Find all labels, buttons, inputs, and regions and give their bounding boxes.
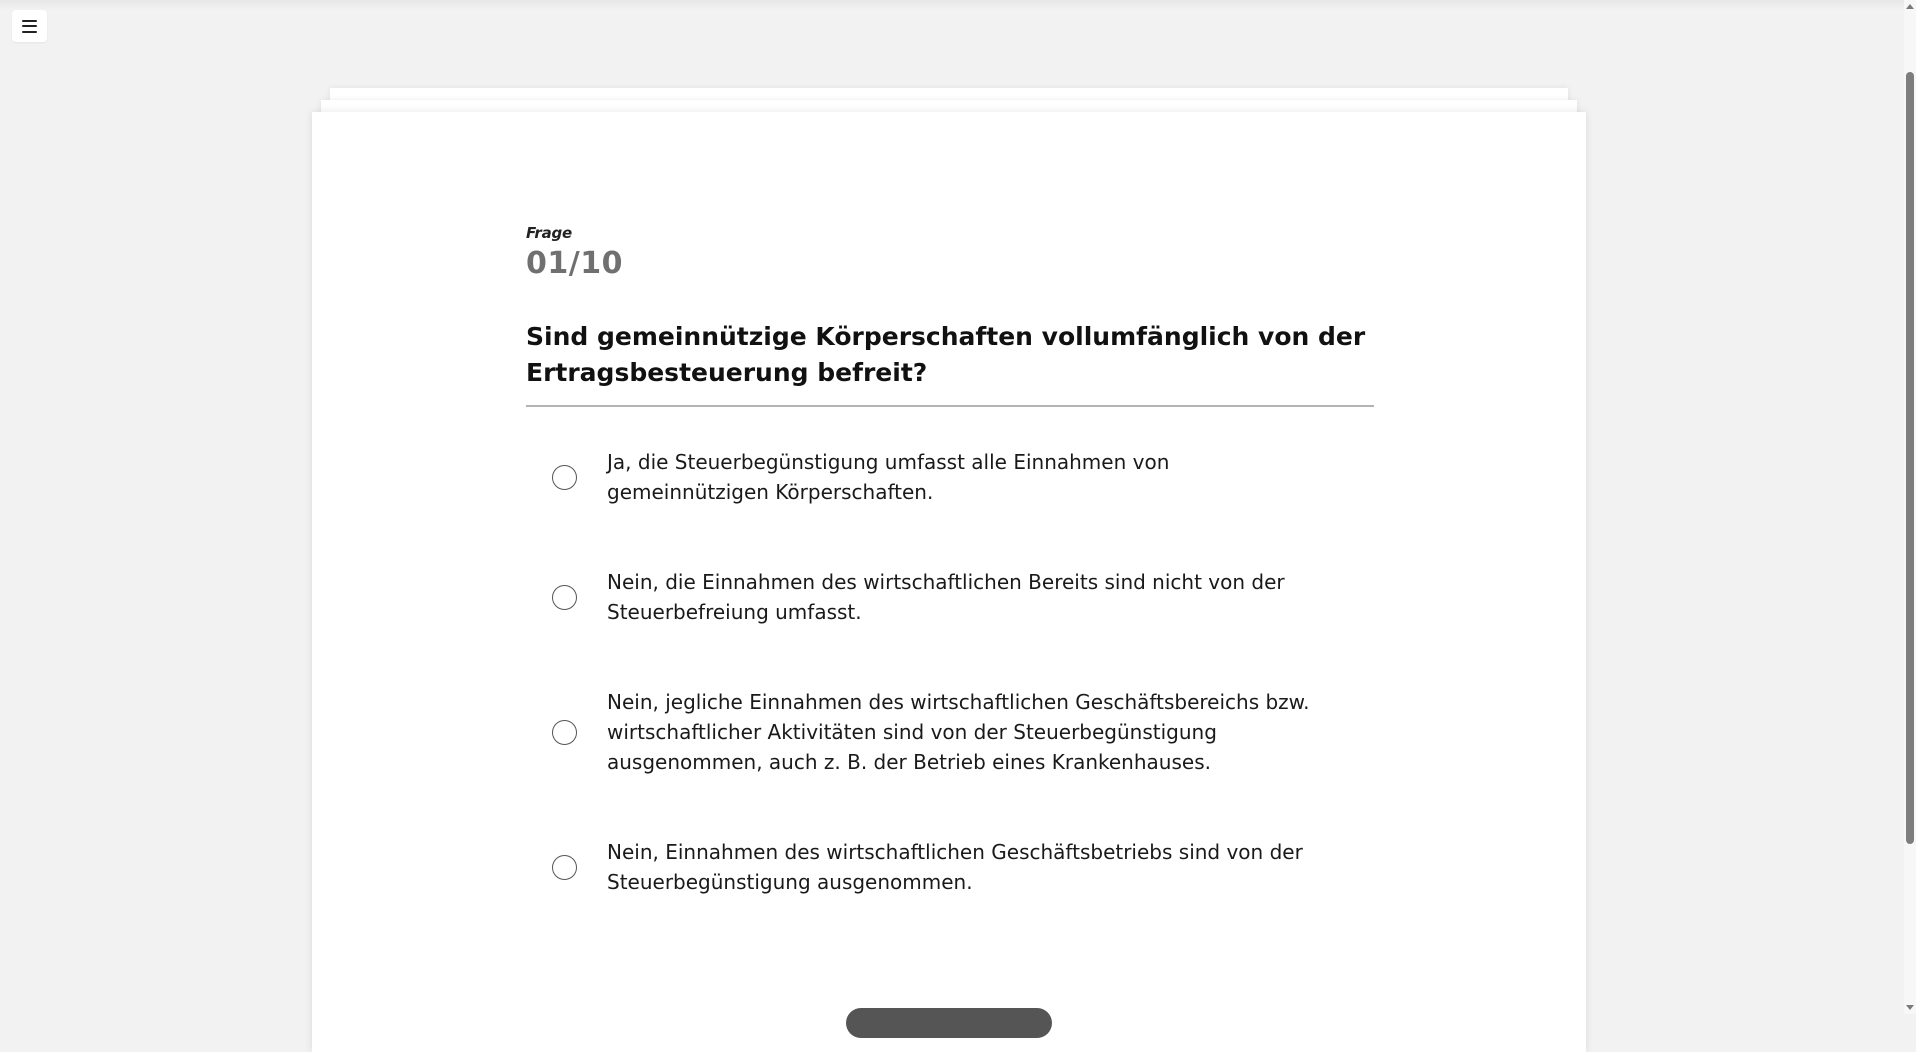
radio-button[interactable] [552,465,577,490]
answer-label: Nein, die Einnahmen des wirtschaftlichen Bereits sind nicht von der Steuerbefreiung umfasst. [607,570,1285,624]
answer-option-1[interactable] [526,447,1374,507]
answer-label: Nein, Einnahmen des wirtschaftlichen Geschäftsbetriebs sind von der Steuerbegünstigung ausgenommen. [607,840,1303,894]
answer-label: Nein, jegliche Einnahmen des wirtschaftlichen Geschäftsbereichs bzw. wirtschaftlicher Aktivitäten sind von der Steuerbegünstigung ausgenommen, auch z. B. der Betrieb eines Krankenhauses. [607,690,1310,774]
quiz-card [312,112,1586,1052]
quiz-content [526,224,1374,897]
answer-label: Ja, die Steuerbegünstigung umfasst alle Einnahmen von gemeinnützigen Körperschaften. [607,450,1170,504]
answer-option-3[interactable] [526,687,1374,777]
scrollbar-thumb[interactable] [1906,72,1914,844]
top-shadow [0,0,1904,10]
radio-button[interactable] [552,585,577,610]
question-counter: 01/10 [526,246,623,281]
scrollbar[interactable] [1904,0,1916,1014]
question-text: Sind gemeinnützige Körperschaften vollumfänglich von der Ertragsbesteuerung befreit? [526,319,1374,407]
answer-option-4[interactable] [526,837,1374,897]
question-label: Frage [526,224,573,242]
scroll-up-arrow-icon[interactable] [1906,4,1914,9]
hamburger-menu-icon [22,20,37,33]
radio-button[interactable] [552,720,577,745]
scroll-down-arrow-icon[interactable] [1906,1005,1914,1010]
answer-option-2[interactable] [526,567,1374,627]
radio-button[interactable] [552,855,577,880]
menu-button[interactable] [12,10,47,42]
submit-button[interactable] [846,1008,1052,1038]
answer-list [526,447,1374,897]
